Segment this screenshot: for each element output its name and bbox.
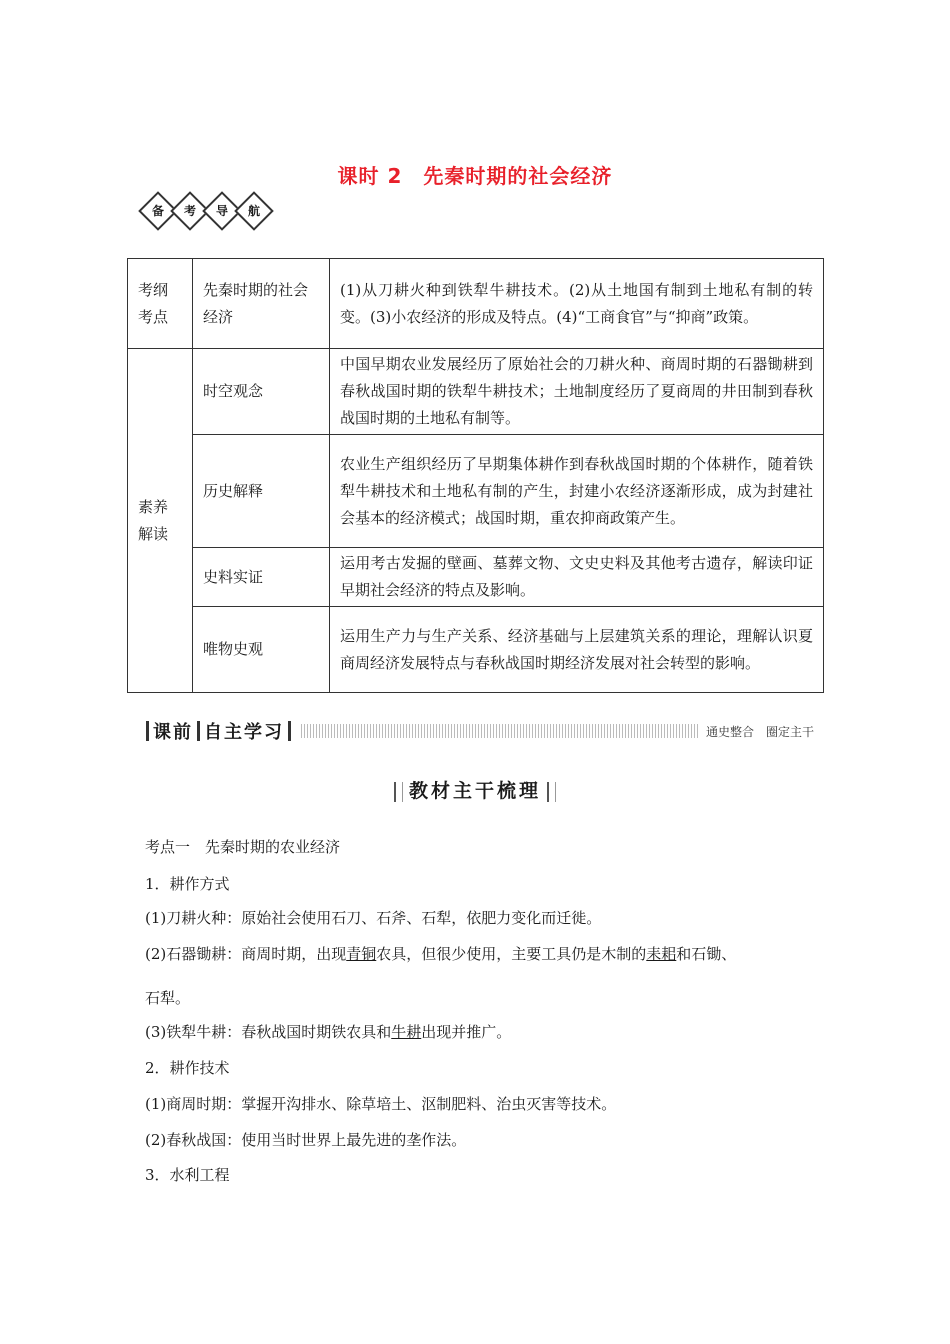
row-content: 运用考古发掘的壁画、墓葬文物、文史史料及其他考古遗存，解读印证早期社会经济的特点及影响。: [330, 548, 824, 607]
text-run: 农具，但很少使用，主要工具仍是木制的: [376, 945, 647, 963]
row-topic: 唯物史观: [193, 607, 330, 693]
row-topic: 历史解释: [193, 435, 330, 548]
table-row: [128, 548, 824, 607]
badge-char: 航: [234, 191, 274, 231]
divider: [394, 782, 403, 802]
table-row: [128, 607, 824, 693]
group-label: 素养解读: [128, 349, 193, 693]
body-line: 2．耕作技术: [145, 1059, 230, 1077]
prep-guide-badge: [144, 197, 268, 225]
divider: [146, 721, 149, 741]
body-line: (1)刀耕火种：原始社会使用石刀、石斧、石犁，依肥力变化而迁徙。: [145, 909, 602, 927]
row-content: 农业生产组织经历了早期集体耕作到春秋战国时期的个体耕作，随着铁犁牛耕技术和土地私有制的产生，封建小农经济逐渐形成，成为封建社会基本的经济模式；战国时期，重农抑商政策产生。: [330, 435, 824, 548]
body-line: (1)商周时期：掌握开沟排水、除草培土、沤制肥料、治虫灭害等技术。: [145, 1095, 617, 1113]
badge-char: 备: [138, 191, 178, 231]
subheading-text: 教材主干梳理: [408, 780, 541, 802]
table-row: [128, 435, 824, 548]
divider: [288, 721, 291, 741]
badge-char: 导: [202, 191, 242, 231]
table-row: [128, 259, 824, 349]
underlined-term: 牛耕: [391, 1023, 422, 1041]
table-row: [128, 349, 824, 435]
row-topic: 史料实证: [193, 548, 330, 607]
section-tagline: 通史整合 圈定主干: [705, 724, 814, 739]
badge-char: 考: [170, 191, 210, 231]
row-content: 中国早期农业发展经历了原始社会的刀耕火种、商周时期的石器锄耕到春秋战国时期的铁犁牛耕技术；土地制度经历了夏商周的井田制到春秋战国时期的土地私有制等。: [330, 349, 824, 435]
underlined-term: 青铜: [346, 945, 377, 963]
body-line: [145, 943, 736, 964]
row-content: (1)从刀耕火种到铁犁牛耕技术。(2)从土地国有制到土地私有制的转变。(3)小农经济的形成及特点。(4)“工商食官”与“抑商”政策。: [330, 259, 824, 349]
text-run: (2)石器锄耕：商周时期，出现: [145, 945, 347, 963]
underlined-term: 耒耜: [646, 945, 677, 963]
section-label-1: 课前: [153, 722, 193, 743]
body-line: 1．耕作方式: [145, 875, 230, 893]
body-line: [145, 1021, 511, 1042]
row-topic: 时空观念: [193, 349, 330, 435]
row-content: 运用生产力与生产关系、经济基础与上层建筑关系的理论，理解认识夏商周经济发展特点与春秋战国时期经济发展对社会转型的影响。: [330, 607, 824, 693]
row-label: 考纲考点: [128, 259, 193, 349]
dotted-rule: [301, 724, 700, 738]
page-title: 课时 2 先秦时期的社会经济: [337, 164, 613, 188]
text-run: 出现并推广。: [421, 1023, 512, 1041]
section-label-2: 自主学习: [204, 722, 284, 743]
body-line: 考点一 先秦时期的农业经济: [145, 838, 341, 856]
section-bar: [142, 718, 814, 744]
exam-guide-table: [127, 258, 824, 693]
body-line: (2)春秋战国：使用当时世界上最先进的垄作法。: [145, 1131, 467, 1149]
body-line: 石犁。: [145, 989, 191, 1007]
text-run: (3)铁犁牛耕：春秋战国时期铁农具和: [145, 1023, 392, 1041]
section-subheading: [0, 776, 950, 803]
row-topic: 先秦时期的社会经济: [193, 259, 330, 349]
divider: [547, 782, 556, 802]
divider: [197, 721, 200, 741]
body-line: 3．水利工程: [145, 1166, 230, 1184]
text-run: 和石锄、: [676, 945, 737, 963]
